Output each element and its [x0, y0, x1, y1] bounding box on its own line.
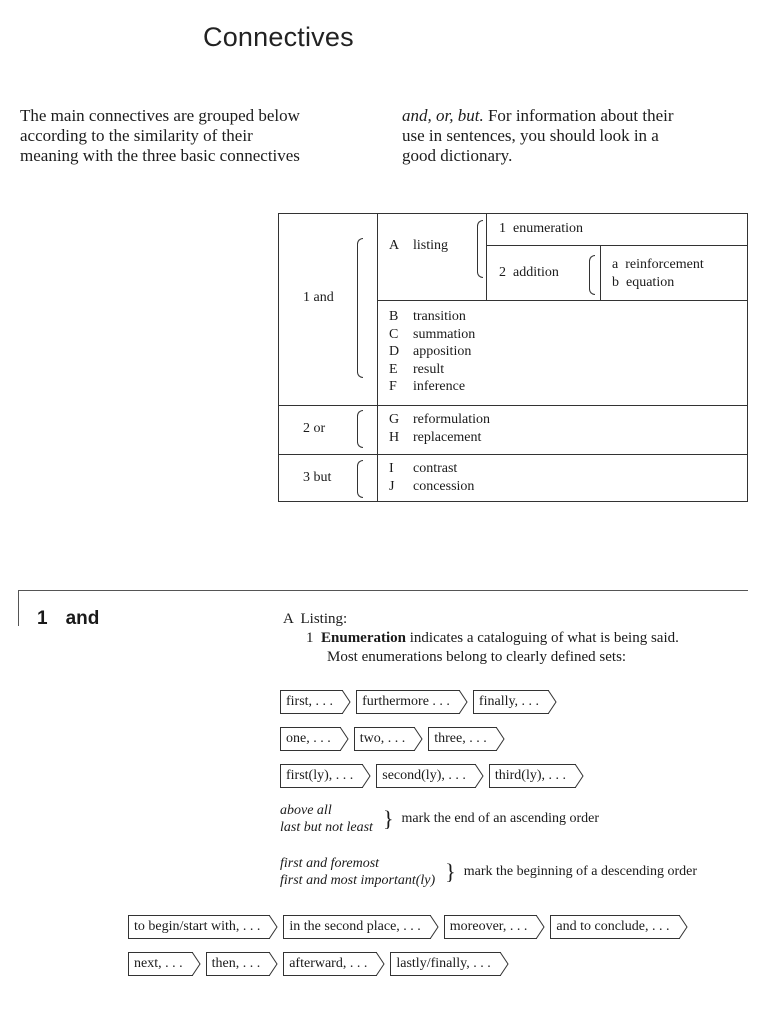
connective-box: then, . . . [206, 952, 271, 976]
and-categories [389, 308, 475, 396]
table-divider [486, 214, 487, 300]
arrow-tip-icon [414, 727, 423, 751]
connective-sequence-row [280, 764, 584, 788]
intro-line [402, 106, 747, 126]
category-row: E result [389, 361, 445, 377]
connective-box: to begin/start with, . . . [128, 915, 270, 939]
category-row: J concession [389, 478, 475, 494]
arrow-tip-icon [376, 952, 385, 976]
arrow-tip-icon [475, 764, 484, 788]
term-enumeration: Enumeration [321, 630, 407, 646]
intro-left-column [20, 106, 370, 166]
note-text: mark the end of an ascending order [401, 811, 599, 826]
connective-box: next, . . . [128, 952, 193, 976]
arrow-tip-icon [548, 690, 557, 714]
subtype-equation: b equation [612, 274, 675, 290]
arrow-tip-icon [192, 952, 201, 976]
note-text: mark the beginning of a descending order [463, 864, 697, 879]
enumeration-definition-continued: Most enumerations belong to clearly defined sets: [327, 649, 627, 665]
group-but-label: 3 but [303, 470, 332, 485]
connective-box: moreover, . . . [444, 915, 538, 939]
listing-description [283, 610, 679, 667]
connective-box: in the second place, . . . [283, 915, 430, 939]
brace-icon: } [445, 859, 456, 884]
subtype-reinforcement: a reinforcement [612, 257, 704, 272]
connective-box: third(ly), . . . [489, 764, 576, 788]
table-divider [279, 405, 747, 406]
listing-label: A listing [389, 238, 449, 253]
connective-box: afterward, . . . [283, 952, 377, 976]
intro-line: good dictionary. [402, 146, 513, 165]
category-row: F inference [389, 379, 466, 394]
connective-box: finally, . . . [473, 690, 549, 714]
intro-text: For information about their [483, 106, 674, 125]
connective-box: second(ly), . . . [376, 764, 476, 788]
arrow-tip-icon [340, 727, 349, 751]
arrow-tip-icon [500, 952, 509, 976]
connective-box: three, . . . [428, 727, 496, 751]
connectives-overview-table [278, 213, 748, 502]
descending-order-note [280, 855, 697, 889]
table-divider [600, 245, 601, 300]
connective-box: lastly/finally, . . . [390, 952, 500, 976]
category-row: I contrast [389, 461, 458, 476]
brace-icon: } [382, 806, 394, 831]
arrow-tip-icon [362, 764, 371, 788]
connective-sequence-row [128, 952, 509, 976]
arrow-tip-icon [459, 690, 468, 714]
enumeration-label: 1 enumeration [499, 221, 583, 236]
enumeration-definition: 1 Enumeration indicates a cataloguing of what is being said. [306, 630, 679, 646]
intro-emphasis: and, or, but. [402, 106, 484, 125]
table-divider [486, 245, 747, 246]
ascending-order-note [280, 802, 599, 836]
table-divider [377, 300, 747, 301]
brace-icon [357, 410, 363, 448]
connective-box: first, . . . [280, 690, 343, 714]
table-divider [279, 454, 747, 455]
intro-right-column [402, 106, 747, 166]
connective-box: first(ly), . . . [280, 764, 363, 788]
but-categories [389, 460, 474, 495]
arrow-tip-icon [342, 690, 351, 714]
page-title: Connectives [203, 22, 354, 52]
category-row: G reformulation [389, 412, 490, 427]
category-row: H replacement [389, 429, 482, 445]
brace-icon [357, 460, 363, 498]
brace-icon [357, 238, 363, 378]
addition-subtypes [612, 256, 704, 291]
arrow-tip-icon [430, 915, 439, 939]
subsection-title: A Listing: [283, 611, 348, 627]
group-or-label: 2 or [303, 421, 326, 436]
intro-line: meaning with the three basic connectives [20, 146, 300, 165]
or-categories [389, 411, 490, 446]
connective-sequence-row [128, 915, 688, 939]
note-phrases: first and foremost first and most important(ly) [280, 856, 436, 888]
category-row: D apposition [389, 344, 472, 359]
note-phrases: above all last but not least [280, 803, 373, 835]
connective-box: one, . . . [280, 727, 341, 751]
intro-line: The main connectives are grouped below [20, 106, 300, 125]
arrow-tip-icon [269, 952, 278, 976]
connective-box: furthermore . . . [356, 690, 460, 714]
arrow-tip-icon [679, 915, 688, 939]
category-row: C summation [389, 326, 476, 342]
group-and-label: 1 and [303, 290, 334, 305]
connective-box: and to conclude, . . . [550, 915, 679, 939]
section-heading: 1 and [37, 608, 100, 629]
connective-sequence-row [280, 727, 505, 751]
category-row: B transition [389, 309, 466, 324]
addition-label: 2 addition [499, 265, 559, 280]
arrow-tip-icon [496, 727, 505, 751]
intro-line: use in sentences, you should look in a [402, 126, 659, 145]
table-divider [377, 214, 378, 501]
arrow-tip-icon [575, 764, 584, 788]
intro-line: according to the similarity of their [20, 126, 253, 145]
arrow-tip-icon [269, 915, 278, 939]
brace-icon [477, 220, 483, 278]
connective-sequence-row [280, 690, 557, 714]
brace-icon [589, 255, 595, 295]
connective-box: two, . . . [354, 727, 416, 751]
arrow-tip-icon [536, 915, 545, 939]
